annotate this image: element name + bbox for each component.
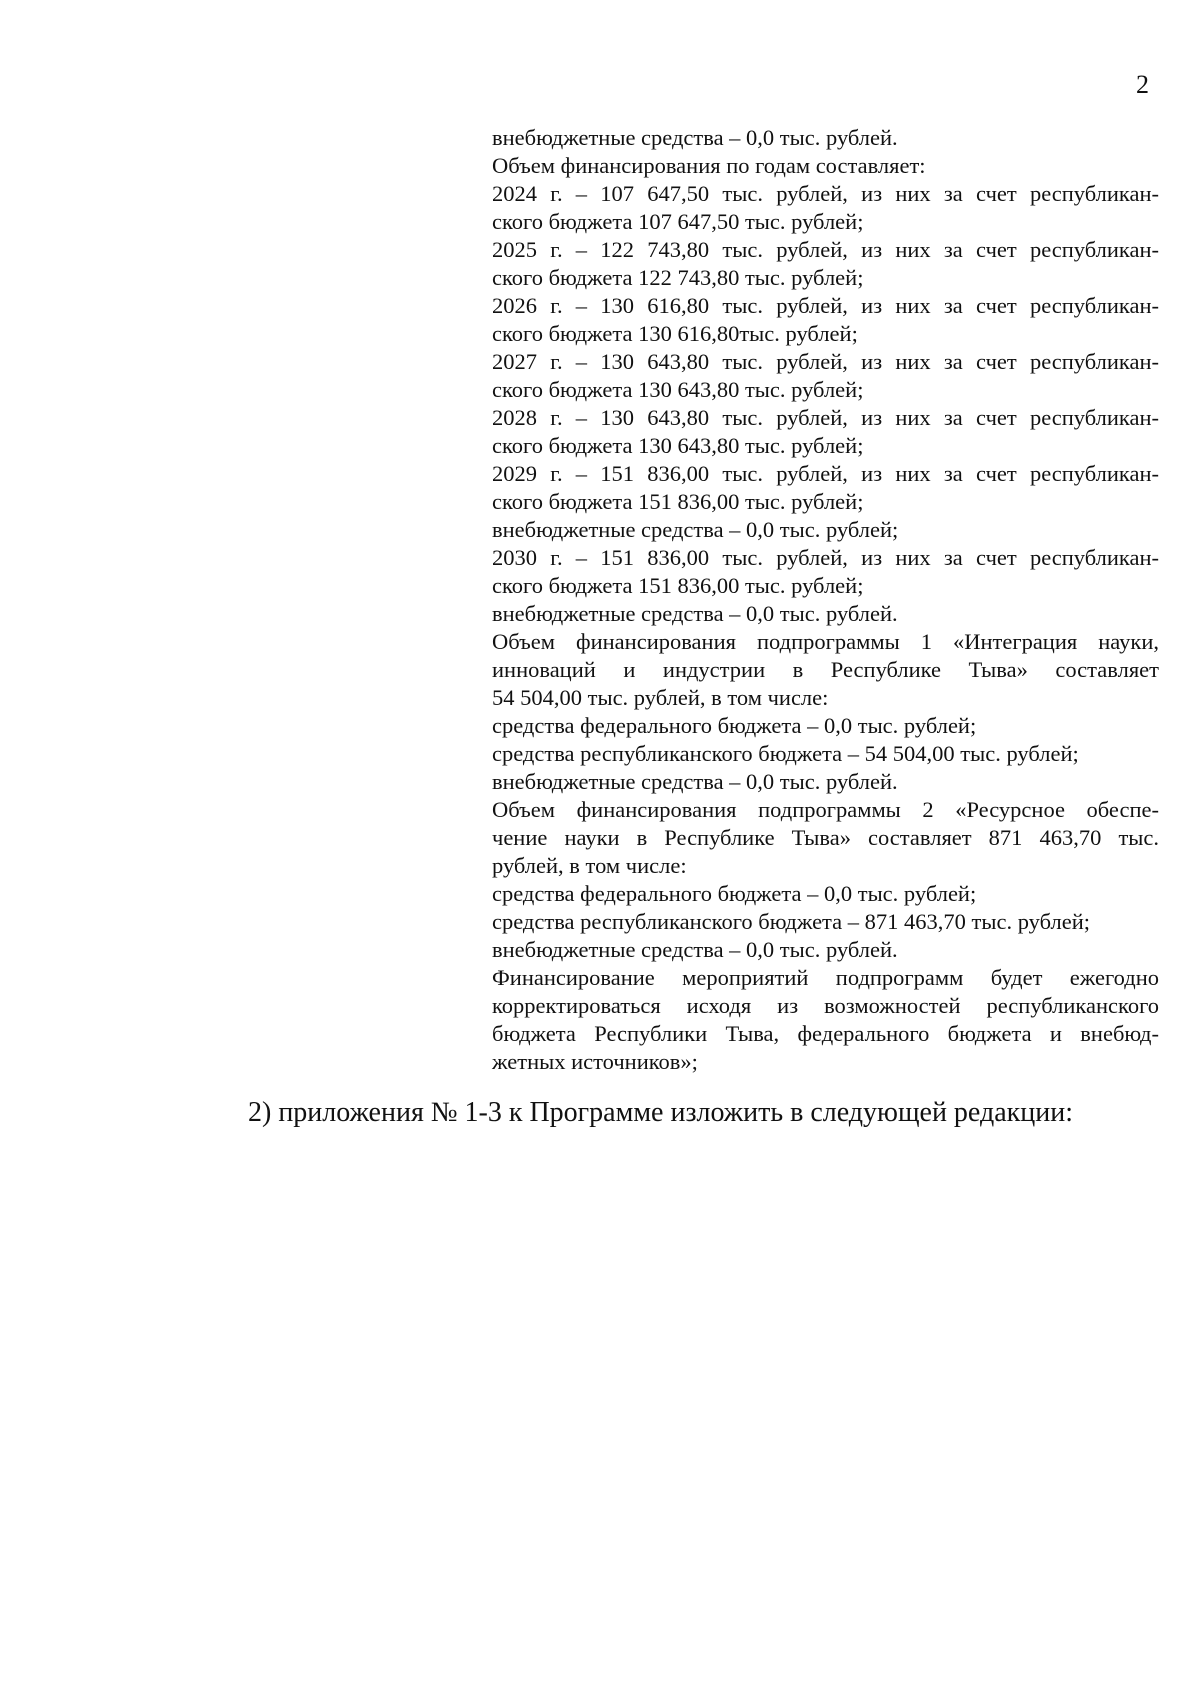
- text-line: Объем финансирования по годам составляет:: [492, 153, 926, 178]
- text-line: рублей, в том числе:: [492, 853, 687, 878]
- text-line: 2027 г. – 130 643,80 тыс. рублей, из них за счет республикан-: [492, 349, 1159, 374]
- text-line: ского бюджета 130 643,80 тыс. рублей;: [492, 433, 864, 458]
- text-line: средства федерального бюджета – 0,0 тыс. рублей;: [492, 881, 977, 906]
- text-line: Объем финансирования подпрограммы 2 «Ресурсное обеспе-: [492, 797, 1159, 822]
- text-line: Объем финансирования подпрограммы 1 «Интеграция науки,: [492, 629, 1159, 654]
- text-line: бюджета Республики Тыва, федерального бюджета и внебюд-: [492, 1021, 1159, 1046]
- text-line: ского бюджета 151 836,00 тыс. рублей;: [492, 573, 864, 598]
- text-line: 2028 г. – 130 643,80 тыс. рублей, из них за счет республикан-: [492, 405, 1159, 430]
- text-line: внебюджетные средства – 0,0 тыс. рублей.: [492, 937, 898, 962]
- text-line: корректироваться исходя из возможностей республиканского: [492, 993, 1159, 1018]
- text-line: средства республиканского бюджета – 54 504,00 тыс. рублей;: [492, 741, 1079, 766]
- text-line: 54 504,00 тыс. рублей, в том числе:: [492, 685, 829, 710]
- text-line: 2024 г. – 107 647,50 тыс. рублей, из них за счет республикан-: [492, 181, 1159, 206]
- text-line: жетных источников»;: [492, 1049, 698, 1074]
- text-line: ского бюджета 130 643,80 тыс. рублей;: [492, 377, 864, 402]
- text-line: Финансирование мероприятий подпрограмм будет ежегодно: [492, 965, 1159, 990]
- text-line: внебюджетные средства – 0,0 тыс. рублей.: [492, 125, 898, 150]
- text-line: чение науки в Республике Тыва» составляет 871 463,70 тыс.: [492, 825, 1159, 850]
- text-line: ского бюджета 130 616,80тыс. рублей;: [492, 321, 858, 346]
- page-number: 2: [1136, 70, 1149, 99]
- text-line: внебюджетные средства – 0,0 тыс. рублей.: [492, 769, 898, 794]
- text-line: ского бюджета 122 743,80 тыс. рублей;: [492, 265, 864, 290]
- text-line: ского бюджета 151 836,00 тыс. рублей;: [492, 489, 864, 514]
- text-line: внебюджетные средства – 0,0 тыс. рублей.: [492, 601, 898, 626]
- amendment-paragraph: 2) приложения № 1-3 к Программе изложить в следующей редакции:: [248, 1097, 1074, 1128]
- text-line: внебюджетные средства – 0,0 тыс. рублей;: [492, 517, 899, 542]
- text-line: ского бюджета 107 647,50 тыс. рублей;: [492, 209, 864, 234]
- text-line: 2029 г. – 151 836,00 тыс. рублей, из них за счет республикан-: [492, 461, 1159, 486]
- text-line: 2026 г. – 130 616,80 тыс. рублей, из них за счет республикан-: [492, 293, 1159, 318]
- program-financing-text: [492, 124, 1159, 1076]
- text-line: инноваций и индустрии в Республике Тыва» составляет: [492, 657, 1159, 682]
- text-line: средства федерального бюджета – 0,0 тыс. рублей;: [492, 713, 977, 738]
- text-line: средства республиканского бюджета – 871 463,70 тыс. рублей;: [492, 909, 1091, 934]
- text-line: 2030 г. – 151 836,00 тыс. рублей, из них за счет республикан-: [492, 545, 1159, 570]
- text-line: 2025 г. – 122 743,80 тыс. рублей, из них за счет республикан-: [492, 237, 1159, 262]
